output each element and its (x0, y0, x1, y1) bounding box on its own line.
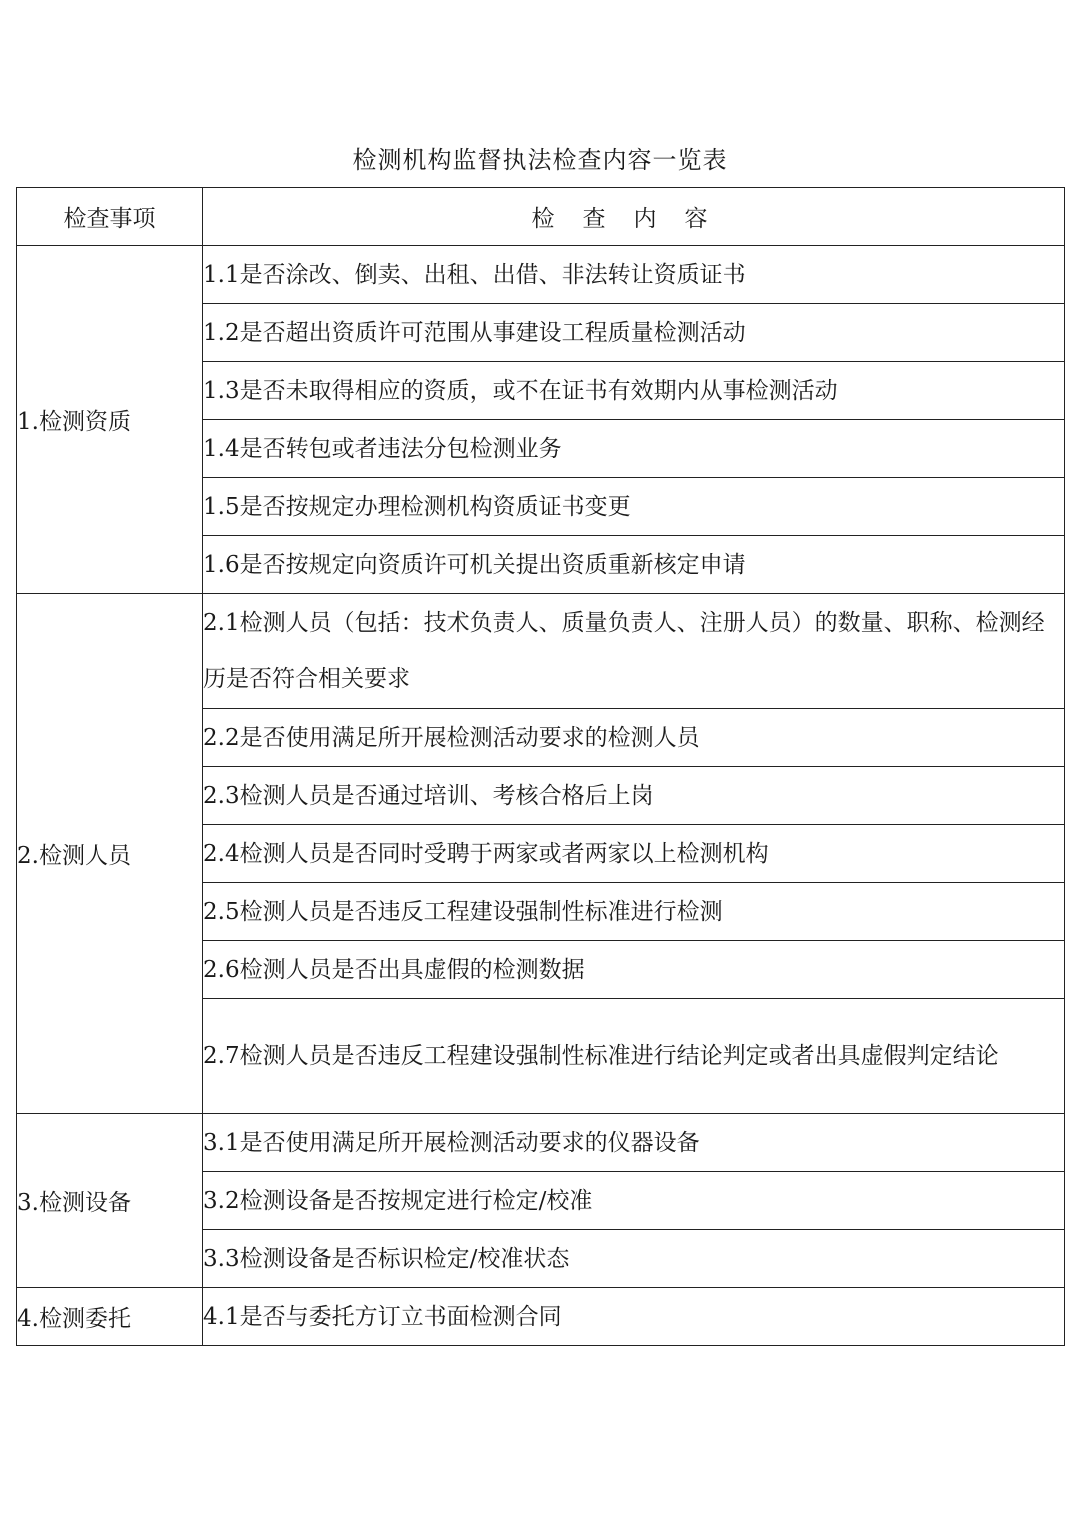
content-cell: 3.2检测设备是否按规定进行检定/校准 (203, 1172, 1065, 1230)
header-inspection-item: 检查事项 (17, 188, 203, 246)
content-cell: 3.3检测设备是否标识检定/校准状态 (203, 1230, 1065, 1288)
content-cell: 1.4是否转包或者违法分包检测业务 (203, 420, 1065, 478)
content-cell: 2.7检测人员是否违反工程建设强制性标准进行结论判定或者出具虚假判定结论 (203, 999, 1065, 1114)
table-row (17, 1288, 1065, 1346)
table-row (17, 1114, 1065, 1172)
content-cell: 1.2是否超出资质许可范围从事建设工程质量检测活动 (203, 304, 1065, 362)
content-cell: 2.2是否使用满足所开展检测活动要求的检测人员 (203, 709, 1065, 767)
content-cell: 1.5是否按规定办理检测机构资质证书变更 (203, 478, 1065, 536)
content-cell: 2.3检测人员是否通过培训、考核合格后上岗 (203, 767, 1065, 825)
category-cell: 4.检测委托 (17, 1288, 203, 1346)
content-cell: 2.1检测人员（包括：技术负责人、质量负责人、注册人员）的数量、职称、检测经历是否符合相关要求 (203, 594, 1065, 709)
table-row (17, 594, 1065, 709)
content-cell: 1.1是否涂改、倒卖、出租、出借、非法转让资质证书 (203, 246, 1065, 304)
content-cell: 2.5检测人员是否违反工程建设强制性标准进行检测 (203, 883, 1065, 941)
document-title: 检测机构监督执法检查内容一览表 (352, 146, 728, 174)
category-cell: 2.检测人员 (17, 594, 203, 1114)
content-cell: 2.4检测人员是否同时受聘于两家或者两家以上检测机构 (203, 825, 1065, 883)
content-cell: 3.1是否使用满足所开展检测活动要求的仪器设备 (203, 1114, 1065, 1172)
category-cell: 1.检测资质 (17, 246, 203, 594)
table-header-row (17, 188, 1065, 246)
category-cell: 3.检测设备 (17, 1114, 203, 1288)
content-cell: 4.1是否与委托方订立书面检测合同 (203, 1288, 1065, 1346)
content-cell: 1.3是否未取得相应的资质，或不在证书有效期内从事检测活动 (203, 362, 1065, 420)
content-cell: 2.6检测人员是否出具虚假的检测数据 (203, 941, 1065, 999)
table-row (17, 246, 1065, 304)
inspection-table (16, 187, 1065, 1346)
header-inspection-content: 检查内容 (203, 188, 1065, 246)
content-cell: 1.6是否按规定向资质许可机关提出资质重新核定申请 (203, 536, 1065, 594)
